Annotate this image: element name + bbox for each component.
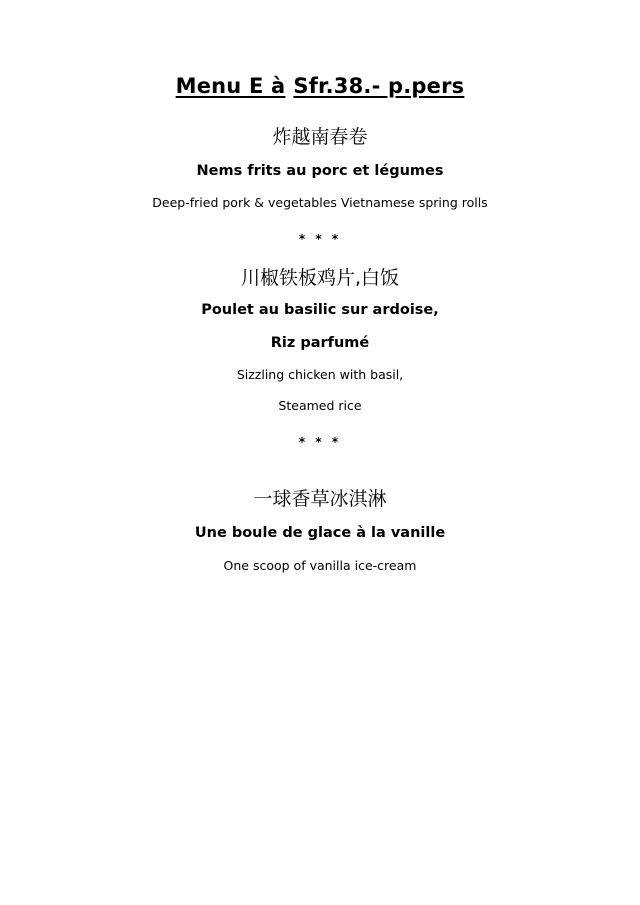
course-3-chinese-name: 一球香草冰淇淋 bbox=[253, 488, 387, 510]
course-separator-2: * * * bbox=[298, 435, 342, 449]
course-2-french-name-line2: Riz parfumé bbox=[270, 335, 370, 351]
course-2-english-description-line2: Steamed rice bbox=[278, 398, 362, 413]
course-2-english-description-line1: Sizzling chicken with basil, bbox=[236, 367, 404, 382]
course-1-chinese-name: 炸越南春卷 bbox=[272, 126, 368, 148]
course-3-english-description: One scoop of vanilla ice-cream bbox=[223, 558, 417, 573]
course-1-english-description: Deep-fried pork & vegetables Vietnamese spring rolls bbox=[152, 195, 488, 210]
course-separator-1: * * * bbox=[298, 232, 342, 246]
menu-title bbox=[0, 74, 640, 98]
menu-title-price: Sfr.38.- p.pers bbox=[293, 74, 465, 98]
course-3-french-name: Une boule de glace à la vanille bbox=[194, 525, 446, 541]
course-2-french-name-line1: Poulet au basilic sur ardoise, bbox=[201, 302, 439, 318]
menu-title-part1: Menu E à bbox=[175, 74, 286, 98]
course-1-french-name: Nems frits au porc et légumes bbox=[196, 163, 444, 179]
course-2-chinese-name: 川椒铁板鸡片,白饭 bbox=[240, 267, 400, 289]
